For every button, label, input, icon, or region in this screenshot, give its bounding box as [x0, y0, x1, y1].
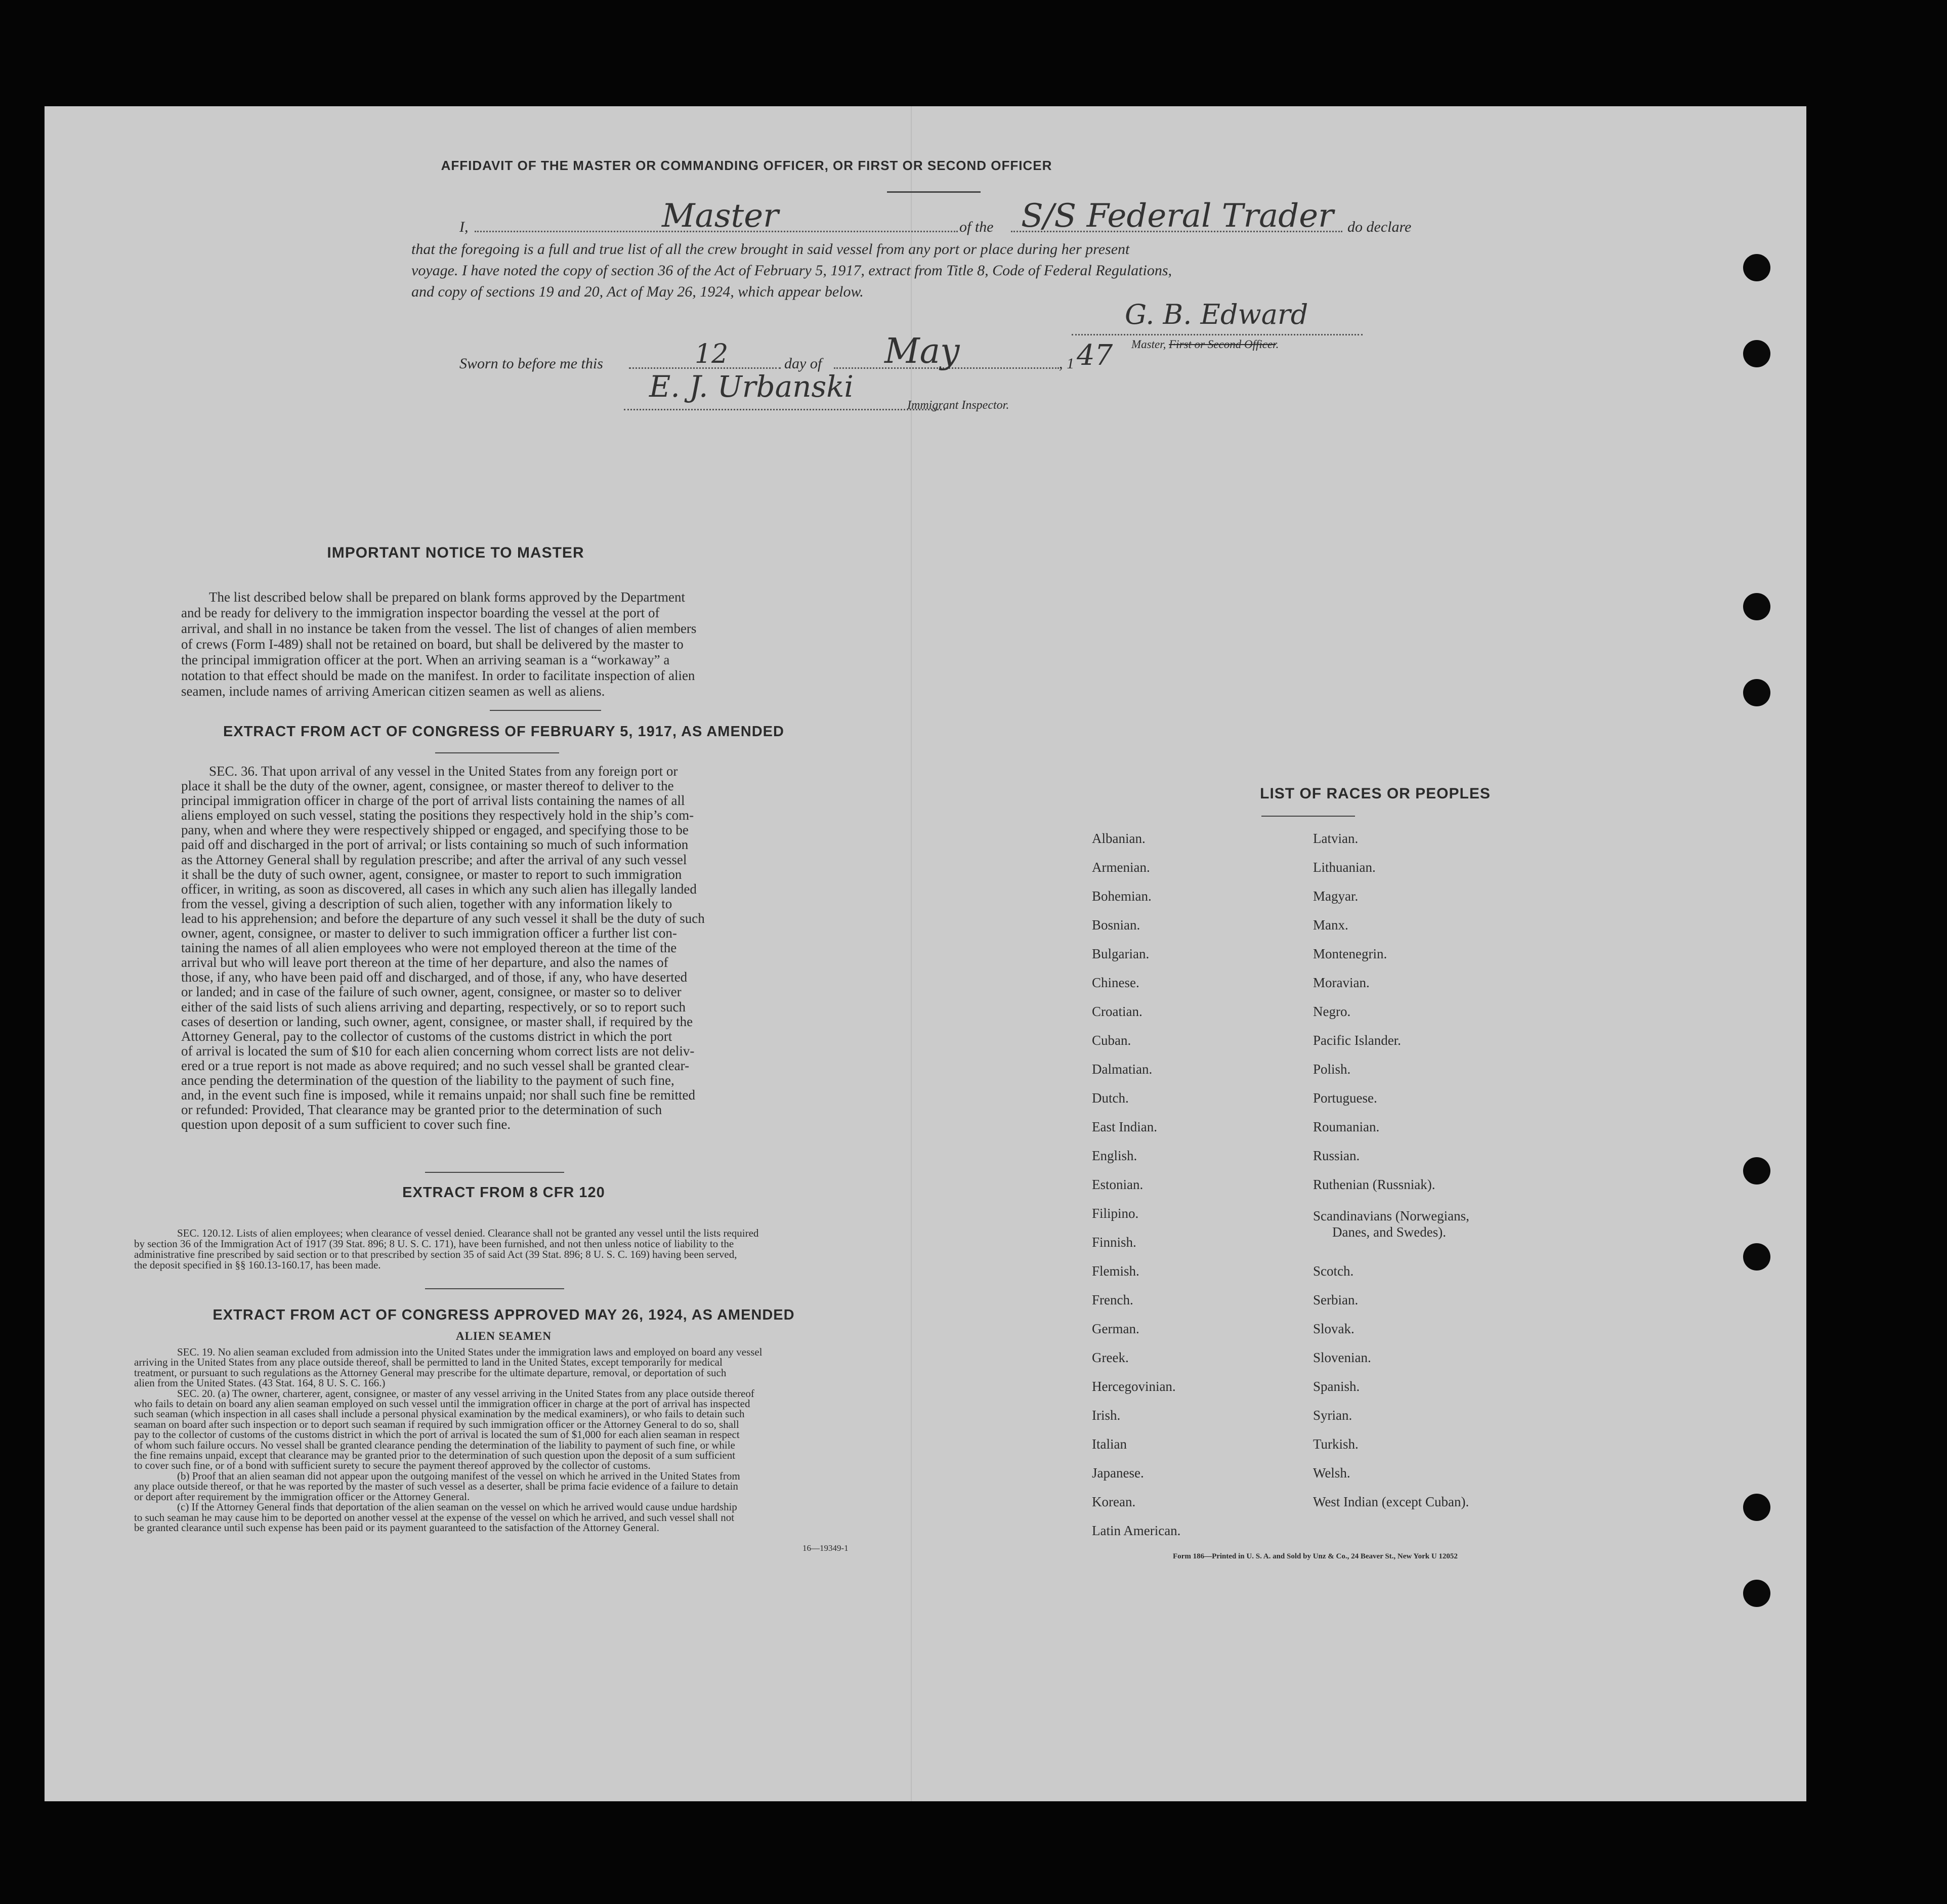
- master-label-period: .: [1276, 338, 1279, 351]
- section-line: (b) Proof that an alien seaman did not appear upon the outgoing manifest of the vessel on which he arrived in the United States from: [177, 1469, 740, 1482]
- section-line: place it shall be the duty of the owner, agent, consignee, or master thereof to deliver to the: [181, 778, 674, 794]
- day-of-label: day of: [784, 355, 822, 372]
- extract-1917-body: [181, 764, 828, 1132]
- notice-line: arrival, and shall in no instance be taken from the vessel. The list of changes of alien members: [181, 621, 697, 636]
- race-item: Latvian.: [1313, 831, 1359, 846]
- section-line: SEC. 19. No alien seaman excluded from admission into the United States under the immigration laws and employed on board any vessel: [177, 1346, 763, 1358]
- section-line: (c) If the Attorney General finds that deportation of the alien seaman on the vessel on which he arrived would cause undue hardship: [177, 1501, 737, 1513]
- race-item: Portuguese.: [1313, 1090, 1377, 1106]
- race-item: Dutch.: [1092, 1090, 1129, 1106]
- binder-hole: [1743, 1243, 1770, 1271]
- section-line: question upon deposit of a sum sufficient to cover such fine.: [181, 1117, 511, 1132]
- race-item: Japanese.: [1092, 1465, 1144, 1480]
- section-line: as the Attorney General shall by regulation prescribe; and after the arrival of any such vessel: [181, 852, 687, 867]
- section-line: the fine remains unpaid, except that clearance may be granted prior to the determination of such question upon the deposit of a sum sufficient: [134, 1449, 736, 1462]
- race-item: Roumanian.: [1313, 1119, 1380, 1134]
- section-line: pay to the collector of customs of the customs district in which the port of arrival is located the sum of $1,000 for each alien seaman in respect: [134, 1428, 740, 1441]
- binder-hole: [1743, 1580, 1770, 1607]
- race-item: Filipino.: [1092, 1206, 1139, 1221]
- race-item: Montenegrin.: [1313, 946, 1387, 961]
- race-item: Bohemian.: [1092, 888, 1152, 904]
- alien-seamen-subtitle: ALIEN SEAMEN: [455, 1330, 552, 1342]
- race-item: Greek.: [1092, 1350, 1129, 1365]
- of-the-label: of the: [959, 219, 994, 235]
- race-item: Armenian.: [1092, 860, 1150, 875]
- section-line: from the vessel, giving a description of such alien, together with any information likely to: [181, 896, 672, 911]
- section-line: it shall be the duty of such owner, agent, consignee, or master to report to such immigration: [181, 866, 682, 882]
- binder-hole: [1743, 254, 1770, 281]
- race-item: Turkish.: [1313, 1436, 1359, 1452]
- extract-1917-rule: [435, 752, 559, 753]
- section-line: treatment, or pursuant to such regulations as the Attorney General may prescribe for the ultimate departure, removal, or deportation of such: [134, 1366, 727, 1379]
- section-line: lead to his apprehension; and before the departure of any such vessel it shall be the duty of such: [181, 910, 705, 926]
- section-line: of whom such failure occurs. No vessel shall be granted clearance pending the determination of the liability to payment of such fine, or while: [134, 1438, 735, 1451]
- section-line: aliens employed on such vessel, stating the positions they respectively hold in the ship’s com-: [181, 808, 694, 823]
- vessel-handwriting: S/S Federal Trader: [1021, 197, 1334, 235]
- race-item: Finnish.: [1092, 1235, 1136, 1250]
- section-line: ered or a true report is not made as above required; and no such vessel shall be granted clear-: [181, 1057, 690, 1073]
- notice-line: seamen, include names of arriving American citizen seamen as well as aliens.: [181, 684, 605, 699]
- notice-line: notation to that effect should be made on the manifest. In order to facilitate inspection of alien: [181, 668, 695, 683]
- race-item: Dalmatian.: [1092, 1062, 1153, 1077]
- extract-1917-end-rule: [425, 1172, 564, 1173]
- race-item: English.: [1092, 1148, 1137, 1163]
- binder-hole: [1743, 1494, 1770, 1521]
- inspector-label: Immigrant Inspector.: [907, 399, 1009, 412]
- section-line: any place outside thereof, or that he was reported by the master of such vessel as a deserter, shall be prima facie evidence of a failure to detain: [134, 1480, 738, 1493]
- master-signature: G. B. Edward: [1125, 299, 1308, 330]
- section-line: of arrival is located the sum of $10 for each alien concerning whom correct lists are not deliv-: [181, 1043, 695, 1059]
- extract-1924-body: [134, 1347, 875, 1533]
- race-item: Manx.: [1313, 917, 1348, 933]
- section-line: be granted clearance until such expense has been paid or its payment guaranteed to the satisfaction of the Attorney General.: [134, 1521, 659, 1534]
- printer-footer: Form 186—Printed in U. S. A. and Sold by Unz & Co., 24 Beaver St., New York U 12052: [1173, 1552, 1458, 1560]
- notice-line: The list described below shall be prepared on blank forms approved by the Department: [209, 589, 685, 605]
- section-line: owner, agent, consignee, or master to deliver to such immigration officer a further list con-: [181, 925, 677, 941]
- race-item: Flemish.: [1092, 1263, 1139, 1279]
- section-line: seaman on board after such inspection or to deport such seaman if required by such immigration officer or the Attorney General to do so, shall: [134, 1418, 739, 1430]
- section-line: or deport after requirement by the immigration officer or the Attorney General.: [134, 1490, 470, 1503]
- section-line: either of the said lists of such aliens arriving and departing, respectively, or so to report such: [181, 999, 686, 1014]
- document-page: [45, 106, 1806, 1801]
- race-item: Spanish.: [1313, 1379, 1360, 1394]
- master-handwriting: Master: [662, 197, 779, 235]
- section-line: arriving in the United States from any place outside thereof, shall be permitted to land in the United States, except temporarily for medical: [134, 1356, 723, 1369]
- races-rule: [1261, 816, 1355, 817]
- race-item: Slovenian.: [1313, 1350, 1371, 1365]
- inspector-signature: E. J. Urbanski: [649, 369, 854, 404]
- race-item: Cuban.: [1092, 1033, 1131, 1048]
- race-item: Bosnian.: [1092, 917, 1140, 933]
- race-item: Ruthenian (Russniak).: [1313, 1177, 1435, 1192]
- cfr-line: administrative fine prescribed by said section or to that prescribed by section 35 of said Act (39 Stat. 896; 8 U. S. C. 169) having been served,: [134, 1248, 737, 1260]
- race-item: Polish.: [1313, 1062, 1351, 1077]
- section-line: ance pending the determination of the question of the liability to the payment of such fine,: [181, 1072, 674, 1088]
- notice-title: IMPORTANT NOTICE TO MASTER: [327, 544, 584, 561]
- section-line: and, in the event such fine is imposed, while it remains unpaid; nor shall such fine be remitted: [181, 1087, 696, 1103]
- notice-line: the principal immigration officer at the port. When an arriving seaman is a “workaway” a: [181, 652, 670, 667]
- race-item: Danes, and Swedes).: [1332, 1224, 1446, 1240]
- cfr-body: [134, 1228, 875, 1271]
- cfr-title: EXTRACT FROM 8 CFR 120: [402, 1184, 605, 1201]
- race-item: Syrian.: [1313, 1408, 1352, 1423]
- notice-line: of crews (Form I-489) shall not be retained on board, but shall be delivered by the master to: [181, 637, 684, 652]
- notice-rule: [490, 710, 601, 711]
- race-item: Moravian.: [1313, 975, 1370, 990]
- cfr-line: the deposit specified in §§ 160.13-160.17, has been made.: [134, 1259, 381, 1271]
- race-item: Korean.: [1092, 1494, 1136, 1509]
- section-line: principal immigration officer in charge of the port of arrival lists containing the names of all: [181, 793, 685, 809]
- race-item: Italian: [1092, 1436, 1127, 1452]
- race-item: Magyar.: [1313, 888, 1359, 904]
- section-line: such seaman (which inspection in all cases shall include a personal physical examination by the medical examiners), or who fails to detain such: [134, 1408, 745, 1420]
- race-item: Albanian.: [1092, 831, 1146, 846]
- notice-body: [181, 589, 828, 699]
- affidavit-body: [411, 239, 1433, 303]
- month-handwriting: May: [884, 331, 960, 371]
- race-item: West Indian (except Cuban).: [1313, 1494, 1469, 1509]
- section-line: officer, in writing, as soon as discovered, all cases in which any such alien has illegally landed: [181, 881, 697, 897]
- struck-officer-text: First or Second Officer: [1169, 338, 1276, 351]
- notice-line: and be ready for delivery to the immigration inspector boarding the vessel at the port of: [181, 605, 660, 620]
- title-rule: [887, 191, 981, 193]
- affidavit-line: and copy of sections 19 and 20, Act of May 26, 1924, which appear below.: [411, 283, 864, 300]
- races-title: LIST OF RACES OR PEOPLES: [1260, 785, 1491, 802]
- section-line: those, if any, who have been paid off and discharged, and of those, if any, who have deserted: [181, 969, 688, 985]
- section-line: or landed; and in case of the failure of such owner, agent, consignee, or master so to deliver: [181, 984, 682, 1000]
- race-item: Serbian.: [1313, 1292, 1359, 1307]
- cfr-line: SEC. 120.12. Lists of alien employees; when clearance of vessel denied. Clearance shall not be granted any vessel until the lists required: [177, 1227, 759, 1239]
- i-label: I,: [459, 219, 469, 235]
- race-item: Bulgarian.: [1092, 946, 1150, 961]
- race-item: Irish.: [1092, 1408, 1121, 1423]
- race-item: Scotch.: [1313, 1263, 1354, 1279]
- section-line: paid off and discharged in the port of arrival; or lists containing so much of such information: [181, 837, 689, 853]
- section-line: or refunded: Provided, That clearance may be granted prior to the determination of such: [181, 1102, 662, 1118]
- race-item: Russian.: [1313, 1148, 1360, 1163]
- section-line: alien from the United States. (43 Stat. 164, 8 U. S. C. 166.): [134, 1377, 386, 1389]
- section-line: to such seaman he may cause him to be deported on another vessel at the expense of the vessel on which he arrived, and such vessel shall not: [134, 1511, 735, 1524]
- cfr-rule: [425, 1288, 564, 1289]
- race-item: Welsh.: [1313, 1465, 1350, 1480]
- affidavit-line: that the foregoing is a full and true list of all the crew brought in said vessel from any port or place during her present: [411, 241, 1130, 258]
- race-item: Slovak.: [1313, 1321, 1355, 1336]
- race-item: Hercegovinian.: [1092, 1379, 1176, 1394]
- master-label-text: Master,: [1131, 338, 1169, 351]
- do-declare-label: do declare: [1347, 219, 1412, 235]
- section-line: taining the names of all alien employees who were not employed thereon at the time of the: [181, 940, 677, 956]
- sworn-label: Sworn to before me this: [459, 355, 603, 372]
- extract-1917-title: EXTRACT FROM ACT OF CONGRESS OF FEBRUARY 5, 1917, AS AMENDED: [223, 724, 784, 740]
- extract-1924-title: EXTRACT FROM ACT OF CONGRESS APPROVED MAY 26, 1924, AS AMENDED: [213, 1307, 795, 1323]
- binder-hole: [1743, 679, 1770, 706]
- section-line: arrival but who will leave port thereon at the time of her departure, and also the names of: [181, 955, 668, 970]
- race-item: Estonian.: [1092, 1177, 1144, 1192]
- section-line: pany, when and where they were respectively shipped or engaged, and specifying those to be: [181, 822, 689, 838]
- binder-hole: [1743, 1157, 1770, 1184]
- section-line: SEC. 20. (a) The owner, charterer, agent, consignee, or master of any vessel arriving in the United States from any place outside thereof: [177, 1387, 754, 1400]
- section-line: SEC. 36. That upon arrival of any vessel in the United States from any foreign port or: [209, 764, 678, 779]
- cfr-line: by section 36 of the Immigration Act of 1917 (39 Stat. 896; 8 U. S. C. 171), have been furnished, and not then unless notice of liability to the: [134, 1238, 734, 1250]
- section-line: who fails to detain on board any alien seaman employed on such vessel until the immigration officer in charge at the port of arrival has inspected: [134, 1398, 750, 1410]
- section-line: to cover such fine, or of a bond with sufficient surety to secure the payment thereof approved by the collector of customs.: [134, 1459, 651, 1472]
- day-handwriting: 12: [695, 339, 729, 369]
- year-prefix: , 1: [1059, 355, 1074, 372]
- race-item: Latin American.: [1092, 1523, 1181, 1538]
- race-item: German.: [1092, 1321, 1139, 1336]
- race-item: East Indian.: [1092, 1119, 1157, 1134]
- race-item: French.: [1092, 1292, 1133, 1307]
- race-item: Pacific Islander.: [1313, 1033, 1401, 1048]
- affidavit-title: AFFIDAVIT OF THE MASTER OR COMMANDING OFFICER, OR FIRST OR SECOND OFFICER: [441, 158, 1052, 173]
- binder-hole: [1743, 340, 1770, 367]
- year-handwriting: 47: [1077, 339, 1113, 372]
- master-label: [1131, 338, 1279, 351]
- race-item: Negro.: [1313, 1004, 1351, 1019]
- form-number: 16—19349-1: [802, 1543, 849, 1553]
- section-line: Attorney General, pay to the collector of customs of the customs district in which the port: [181, 1028, 672, 1044]
- affidavit-line: voyage. I have noted the copy of section 36 of the Act of February 5, 1917, extract from Title 8, Code of Federal Regulations,: [411, 262, 1172, 279]
- race-item: Scandinavians (Norwegians,: [1313, 1208, 1469, 1223]
- race-item: Croatian.: [1092, 1004, 1142, 1019]
- binder-hole: [1743, 593, 1770, 620]
- race-item: Chinese.: [1092, 975, 1139, 990]
- signature-line: [1072, 334, 1363, 335]
- race-item: Lithuanian.: [1313, 860, 1376, 875]
- inspector-line: [624, 409, 945, 410]
- section-line: cases of desertion or landing, such owner, agent, consignee, or master shall, if required by the: [181, 1013, 693, 1029]
